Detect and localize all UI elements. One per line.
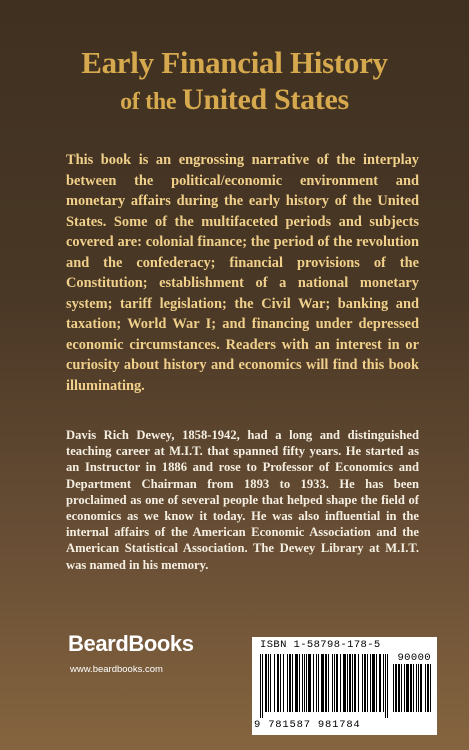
isbn-text: ISBN 1-58798-178-5 [260, 639, 381, 651]
barcode-bar [334, 654, 335, 712]
barcode-bar [406, 664, 409, 712]
barcode-bar [313, 654, 314, 712]
barcode-bar [393, 664, 394, 712]
publisher-website: www.beardbooks.com [70, 664, 163, 675]
barcode-bar [260, 654, 261, 718]
barcode-bar [418, 664, 419, 712]
barcode-bar [410, 664, 412, 712]
barcode-bar [316, 654, 317, 712]
barcode-bar [325, 654, 327, 712]
addon-barcode-icon [393, 664, 433, 718]
book-title [0, 44, 469, 120]
barcode-bar [404, 664, 405, 712]
barcode-bar [367, 654, 368, 712]
publisher-logo: BeardBooks [68, 631, 194, 656]
book-description: This book is an engrossing narrative of the interplay between the political/economic environment and monetary affairs during the early history of the United States. Some of the multifaceted periods and subjects covered are: colonial finance; the period of the revolution and the confederacy; financial provisions of the Constitution; establishment of a national monetary system; tariff legislation; the Civil War; banking and taxation; World War I; and financing under depressed economic circumstances. Readers with an interest in or curiosity about history and economics will find this book illuminating. [66, 152, 419, 394]
barcode-bar [416, 664, 417, 712]
barcode-bar [289, 654, 291, 712]
barcode-bar [308, 654, 311, 712]
barcode-bar [343, 654, 346, 712]
title-line-2-prefix: of the [120, 89, 182, 115]
barcode-bar [270, 654, 271, 712]
barcode-bar [383, 654, 384, 712]
barcode-bar [387, 654, 388, 718]
barcode-bar [287, 654, 288, 712]
barcode-bar [379, 654, 381, 712]
barcode-bar [398, 664, 400, 712]
barcode-bar [362, 654, 363, 712]
barcode-bar [340, 654, 341, 712]
barcode-bar [328, 654, 329, 712]
barcode-bar [283, 654, 284, 712]
barcode-bar [349, 654, 351, 712]
title-line-2-main: United States [181, 83, 349, 116]
barcode-bar [413, 664, 414, 712]
barcode-bar [318, 654, 319, 712]
author-bio: Davis Rich Dewey, 1858-1942, had a long and distinguished teaching career at M.I.T. that spanned fifty years. He started as an Instructor in 1886 and rose to Professor of Economics and Department Chairman from 1893 to 1933. He has been proclaimed as one of several people that helped shape the field of economics as we know it today. He was also influential in the internal affairs of the American Economic Association and the American Statistical Association. The Dewey Library at M.I.T. was named in his memory. [66, 428, 419, 572]
ean-digits: 9 781587 981784 [254, 719, 361, 731]
barcode-bar [321, 654, 324, 712]
barcode-bar [372, 654, 375, 712]
barcode-bar [385, 654, 386, 718]
barcode-bar [364, 654, 366, 712]
barcode-bar [352, 654, 353, 712]
barcode-bar [265, 654, 267, 712]
barcode-bar [262, 654, 263, 718]
barcode-bar [304, 654, 305, 712]
barcode-bar [370, 654, 371, 712]
barcode-bar [430, 664, 431, 712]
barcode-bar [354, 654, 356, 712]
price-code: 90000 [397, 652, 431, 664]
barcode-bar [336, 654, 338, 712]
barcode-bar [299, 654, 300, 712]
barcode-bar [425, 664, 426, 712]
ean-barcode-icon [260, 654, 388, 718]
title-line-2 [0, 82, 469, 120]
barcode-bar [358, 654, 359, 712]
barcode-bar [332, 654, 333, 712]
barcode-bar [277, 654, 279, 712]
barcode-bar [395, 664, 397, 712]
barcode-bar [295, 654, 298, 712]
barcode-bar [274, 654, 275, 712]
barcode-bar [401, 664, 402, 712]
barcode-bar [306, 654, 307, 712]
barcode-panel [252, 637, 437, 735]
barcode-bar [292, 654, 293, 712]
barcode-bar [427, 664, 429, 712]
barcode-bar [280, 654, 281, 712]
barcode-bar [268, 654, 269, 712]
title-line-1: Early Financial History [81, 45, 388, 80]
barcode-bar [347, 654, 348, 712]
barcode-bar [302, 654, 303, 712]
barcode-bar [376, 654, 377, 712]
barcode-bar [420, 664, 422, 712]
